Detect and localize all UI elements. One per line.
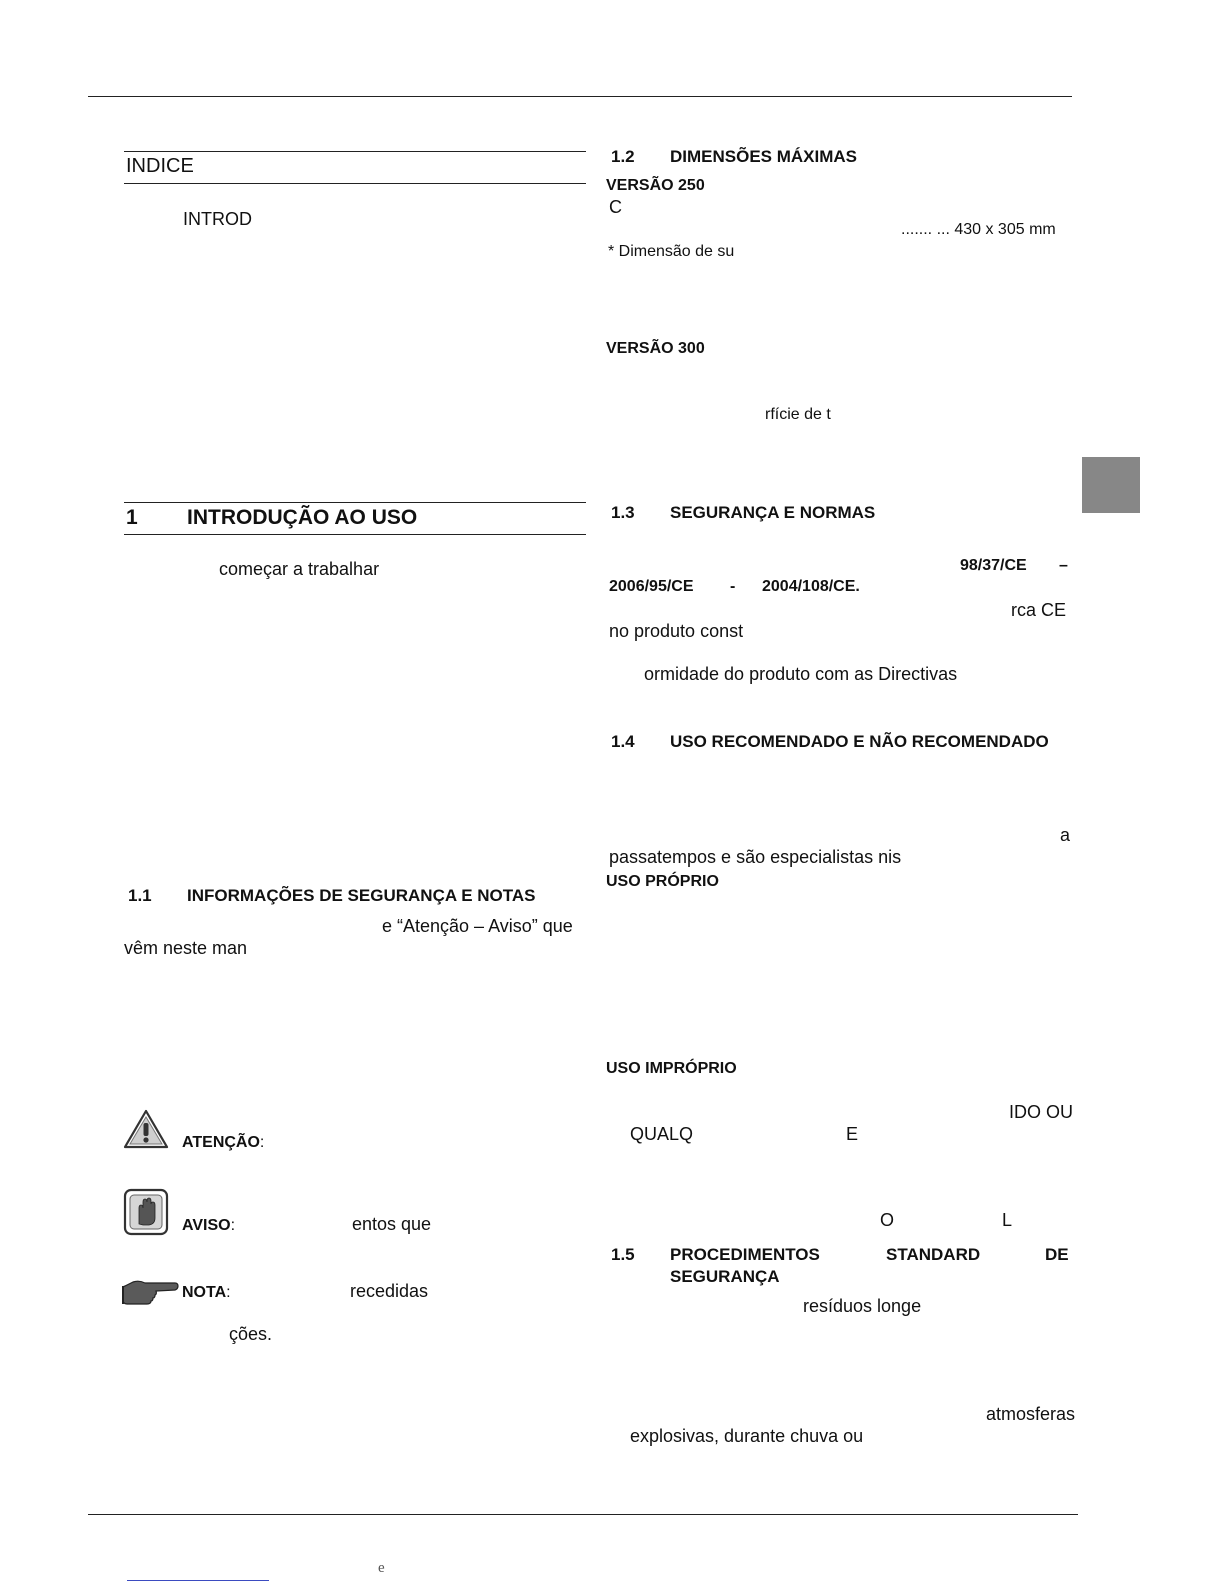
v250-label: VERSÃO 250: [606, 177, 705, 194]
pointing-hand-icon: [121, 1276, 179, 1306]
section1-rule-bottom: [124, 534, 586, 535]
section1-body: começar a trabalhar: [219, 559, 380, 579]
v250-dims: ....... ... 430 x 305 mm: [901, 221, 1056, 238]
frag-qualq: QUALQ: [630, 1124, 694, 1144]
frag-e: E: [846, 1124, 859, 1144]
v300-label: VERSÃO 300: [606, 340, 705, 357]
index-item[interactable]: INTROD: [183, 209, 252, 229]
frag-a: a: [1060, 825, 1071, 845]
frag-o: O: [880, 1210, 895, 1230]
uso-proprio: USO PRÓPRIO: [606, 873, 719, 890]
s1-1-number: 1.1: [128, 886, 152, 905]
v250-c: C: [609, 197, 622, 217]
conformidade: ormidade do produto com as Directivas: [644, 664, 958, 684]
directive-2004-108: 2004/108/CE.: [762, 578, 860, 595]
v250-note: * Dimensão de su: [608, 243, 735, 260]
nota-colon: :: [226, 1284, 231, 1301]
atencao-label-text: ATENÇÃO: [182, 1134, 260, 1151]
nota-label-text: NOTA: [182, 1284, 227, 1301]
aviso-label: [182, 1217, 235, 1235]
aviso-text: entos que: [352, 1214, 432, 1234]
s1-1-line1: e “Atenção – Aviso” que: [382, 916, 573, 936]
s1-1-line2: vêm neste man: [124, 938, 248, 958]
s1-5-title-de: DE: [1045, 1245, 1069, 1264]
residuos-fragment: resíduos longe: [803, 1296, 922, 1316]
s1-3-number: 1.3: [611, 503, 635, 522]
s1-5-title-seguranca: SEGURANÇA: [670, 1267, 780, 1286]
directive-98-37: 98/37/CE: [960, 557, 1027, 574]
side-tab-marker: [1082, 457, 1140, 513]
atmosferas-fragment: atmosferas: [986, 1404, 1076, 1424]
frag-l: L: [1002, 1210, 1013, 1230]
s1-2-number: 1.2: [611, 147, 635, 166]
s1-3-title: SEGURANÇA E NORMAS: [670, 503, 876, 522]
footer-link-underline[interactable]: [127, 1580, 269, 1581]
v300-fragment: rfície de t: [765, 406, 831, 423]
s1-5-title-standard: STANDARD: [886, 1245, 981, 1264]
directive-dash1: –: [1059, 557, 1068, 574]
produto-const: no produto const: [609, 621, 744, 641]
notice-continuation: ções.: [229, 1324, 273, 1344]
stop-hand-icon: [123, 1188, 169, 1236]
directive-dash2: -: [730, 578, 736, 595]
frag-ido-ou: IDO OU: [1009, 1102, 1074, 1122]
index-title: INDICE: [126, 155, 194, 177]
header-rule: [88, 96, 1072, 97]
directive-2006-95: 2006/95/CE: [609, 578, 694, 595]
index-rule-bottom: [124, 183, 586, 184]
explosivas-line: explosivas, durante chuva ou: [630, 1426, 864, 1446]
atencao-label: [182, 1134, 264, 1152]
uso-improprio: USO IMPRÓPRIO: [606, 1060, 737, 1077]
nota-text: recedidas: [350, 1281, 429, 1301]
section1-rule-top: [124, 502, 586, 503]
section1-number: 1: [126, 506, 138, 529]
s1-1-title: INFORMAÇÕES DE SEGURANÇA E NOTAS: [187, 886, 536, 905]
s1-4-number: 1.4: [611, 732, 635, 751]
index-rule-top: [124, 151, 586, 152]
s1-5-title-procedimentos: PROCEDIMENTOS: [670, 1245, 820, 1264]
footer-rule: [88, 1514, 1078, 1515]
marca-ce: rca CE: [1011, 600, 1067, 620]
footer-char: e: [378, 1560, 385, 1576]
s1-5-number: 1.5: [611, 1245, 635, 1264]
section1-title: INTRODUÇÃO AO USO: [187, 506, 418, 529]
aviso-label-text: AVISO: [182, 1217, 231, 1234]
warning-triangle-icon: [123, 1108, 169, 1150]
atencao-colon: :: [259, 1134, 265, 1151]
s1-2-title: DIMENSÕES MÁXIMAS: [670, 147, 858, 166]
nota-label: [182, 1284, 231, 1302]
s1-4-title: USO RECOMENDADO E NÃO RECOMENDADO: [670, 732, 1049, 751]
aviso-colon: :: [230, 1217, 236, 1234]
passatempos-line: passatempos e são especialistas nis: [609, 847, 902, 867]
